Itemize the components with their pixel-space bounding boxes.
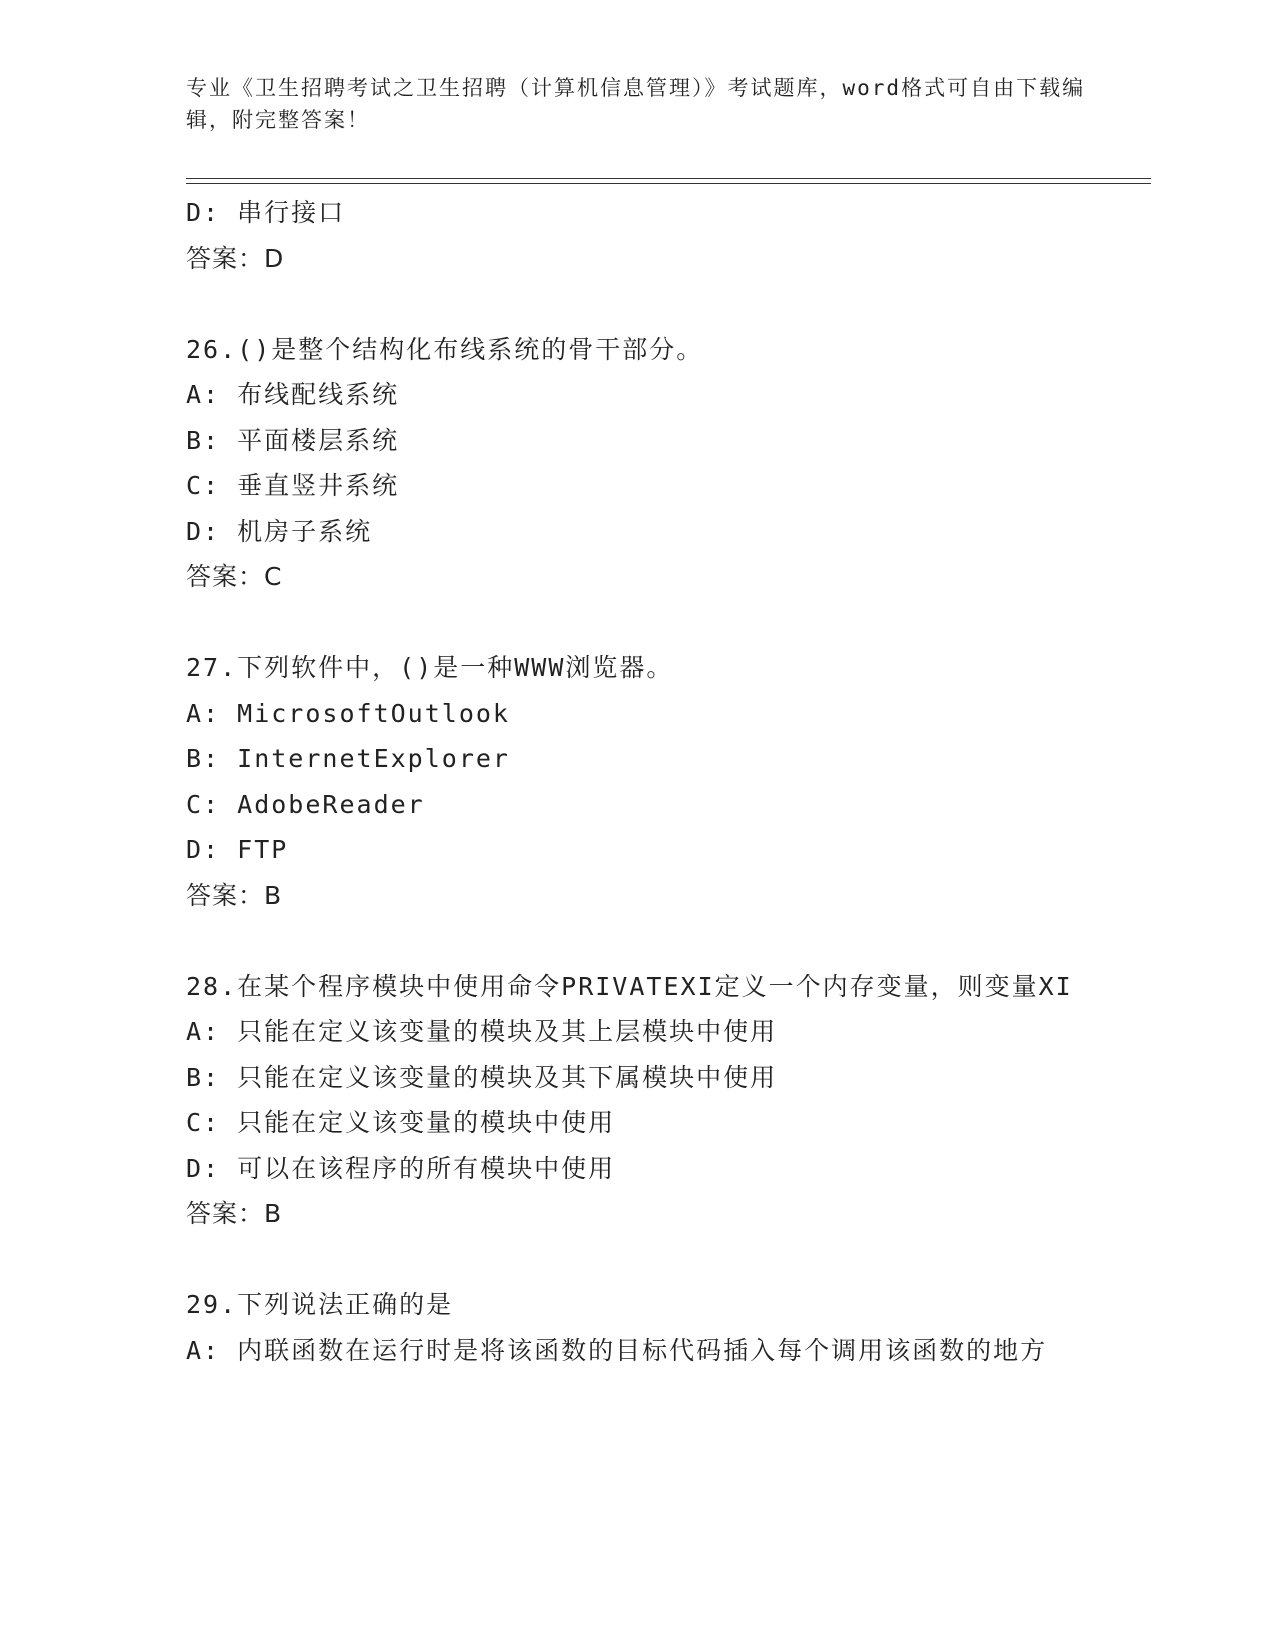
option-a: A: MicrosoftOutlook <box>186 698 510 728</box>
header-rule-top <box>186 178 1151 179</box>
option-c: C: 垂直竖井系统 <box>186 471 400 500</box>
question-27 <box>186 645 1086 918</box>
document-header: 专业《卫生招聘考试之卫生招聘（计算机信息管理）》考试题库，word格式可自由下载编辑，附完整答案！ <box>186 76 1086 132</box>
option-d: D: 机房子系统 <box>186 516 373 546</box>
question-28 <box>186 964 1086 1237</box>
answer: 答案：C <box>186 562 283 591</box>
question-content <box>186 190 1086 1373</box>
question-stem: 27.下列软件中，()是一种WWW浏览器。 <box>186 653 674 682</box>
option-b: B: 平面楼层系统 <box>186 425 400 455</box>
prev-option-d: D: 串行接口 <box>186 198 346 227</box>
option-c: C: 只能在定义该变量的模块中使用 <box>186 1108 616 1137</box>
option-a: A: 布线配线系统 <box>186 380 400 409</box>
option-d: D: FTP <box>186 835 289 864</box>
option-a: A: 只能在定义该变量的模块及其上层模块中使用 <box>186 1017 778 1046</box>
option-b: B: InternetExplorer <box>186 744 510 773</box>
prev-answer: 答案：D <box>186 243 285 273</box>
option-d: D: 可以在该程序的所有模块中使用 <box>186 1153 616 1183</box>
question-stem: 28.在某个程序模块中使用命令PRIVATEXI定义一个内存变量，则变量XI <box>186 971 1073 1001</box>
answer: 答案：B <box>186 1199 283 1228</box>
header-rule-bottom <box>186 183 1151 184</box>
question-29 <box>186 1282 1086 1373</box>
question-stem: 29.下列说法正确的是 <box>186 1290 454 1319</box>
question-stem: 26.()是整个结构化布线系统的骨干部分。 <box>186 334 704 364</box>
question-26 <box>186 327 1086 600</box>
option-b: B: 只能在定义该变量的模块及其下属模块中使用 <box>186 1062 778 1092</box>
answer: 答案：B <box>186 880 283 910</box>
option-c: C: AdobeReader <box>186 789 425 819</box>
option-a: A: 内联函数在运行时是将该函数的目标代码插入每个调用该函数的地方 <box>186 1335 1048 1365</box>
